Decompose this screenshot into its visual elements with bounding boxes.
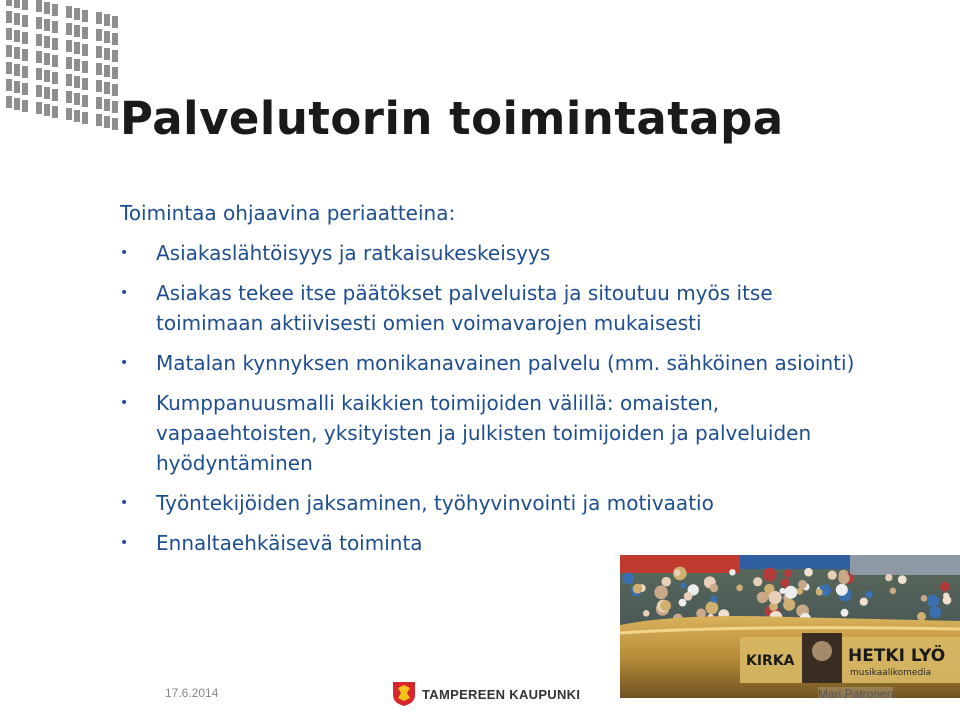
bullet-icon: • [120, 355, 129, 371]
bullet-item [120, 388, 880, 478]
bullet-text: Työntekijöiden jaksaminen, työhyvinvointi ja motivaatio [156, 491, 714, 515]
event-photo [620, 555, 960, 698]
bullet-item [120, 348, 880, 378]
slide-title: Palvelutorin toimintatapa [120, 92, 784, 145]
bullet-item [120, 488, 880, 518]
bullet-text: Asiakas tekee itse päätökset palveluista ja sitoutuu myös itse toimimaan aktiivisesti omien voimavarojen mukaisesti [156, 281, 773, 335]
bullet-text: Matalan kynnyksen monikanavainen palvelu (mm. sähköinen asiointi) [156, 351, 855, 375]
footer-author: Mari Patronen [818, 687, 894, 701]
bullet-text: Kumppanuusmalli kaikkien toimijoiden välillä: omaisten, vapaaehtoisten, yksityisten ja julkisten toimijoiden ja palveluiden hyödyntäminen [156, 391, 812, 475]
bullet-item [120, 278, 880, 338]
bullet-icon: • [120, 535, 129, 551]
intro-text: Toimintaa ohjaavina periaatteina: [120, 201, 456, 225]
sign-left-text: KIRKA [746, 653, 795, 669]
bullet-list [120, 238, 880, 558]
bullet-text: Ennaltaehkäisevä toiminta [156, 531, 423, 555]
bullet-item [120, 528, 880, 558]
footer-date: 17.6.2014 [165, 686, 219, 700]
slide-content [120, 198, 880, 568]
bullet-icon: • [120, 495, 129, 511]
tampere-logo [392, 681, 582, 707]
corner-decoration [0, 0, 128, 132]
sign-sub-text: musikaalikomedia [850, 668, 932, 678]
bullet-text: Asiakaslähtöisyys ja ratkaisukeskeisyys [156, 241, 551, 265]
bullet-item [120, 238, 880, 268]
tampere-crest-icon [392, 681, 416, 707]
sign-right-text: HETKI LYÖ [848, 646, 946, 666]
bullet-icon: • [120, 245, 129, 261]
bullet-icon: • [120, 395, 129, 411]
bullet-icon: • [120, 285, 129, 301]
logo-text: TAMPEREEN KAUPUNKI [422, 686, 581, 702]
event-photo-illustration [620, 555, 960, 698]
